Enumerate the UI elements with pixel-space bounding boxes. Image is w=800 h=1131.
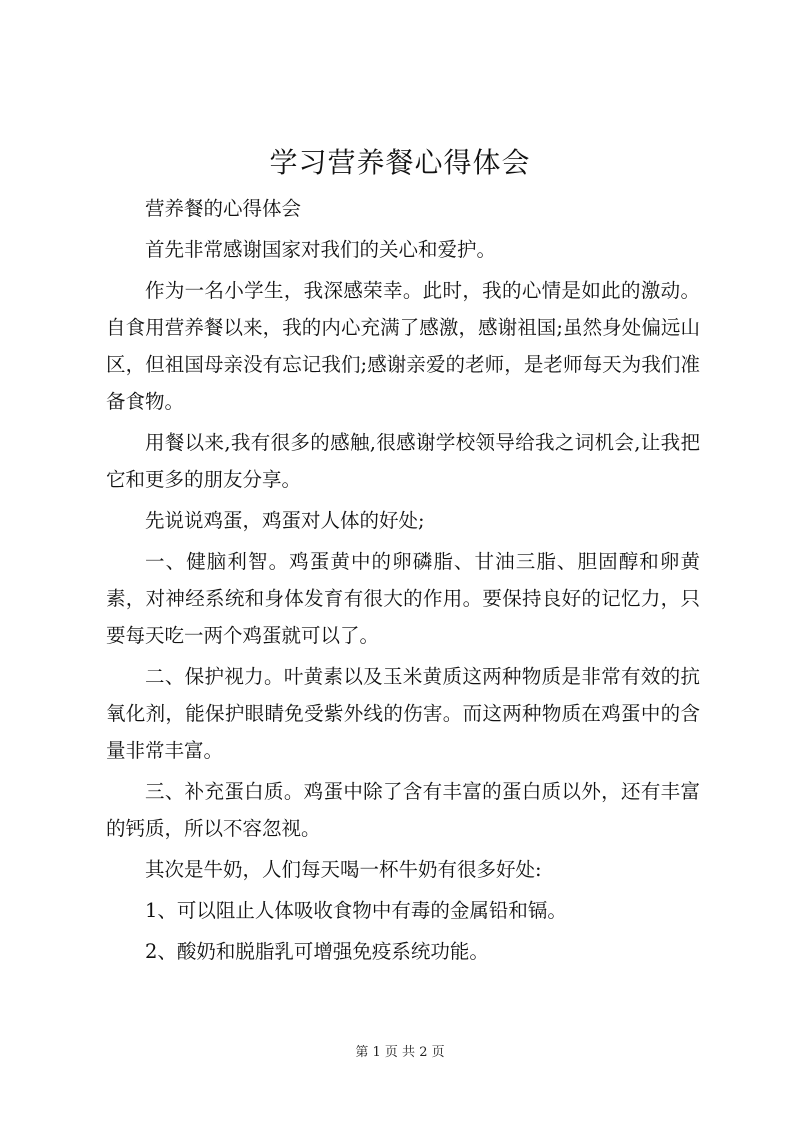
document-body [106,190,700,974]
paragraph: 营养餐的心得体会 [145,197,302,220]
paragraph: 作为一名小学生，我深感荣幸。此时，我的心情是如此的激动。自食用营养餐以来，我的内心充满了感激，感谢祖国;虽然身处偏远山区，但祖国母亲没有忘记我们;感谢亲爱的老师，是老师每天为我们准备食物。 [106,279,700,413]
paragraph: 用餐以来,我有很多的感触,很感谢学校领导给我之词机会,让我把它和更多的朋友分享。 [106,431,700,491]
paragraph: 其次是牛奶，人们每天喝一杯牛奶有很多好处: [145,858,542,881]
paragraph: 首先非常感谢国家对我们的关心和爱护。 [145,238,497,261]
page-footer: 第 1 页 共 2 页 [355,1045,445,1060]
paragraph: 二、保护视力。叶黄素以及玉米黄质这两种物质是非常有效的抗氧化剂，能保护眼睛免受紫外线的伤害。而这两种物质在鸡蛋中的含量非常丰富。 [106,665,700,762]
paragraph: 2、酸奶和脱脂乳可增强免疫系统功能。 [145,940,489,963]
paragraph: 先说说鸡蛋，鸡蛋对人体的好处; [145,509,425,532]
paragraph: 三、补充蛋白质。鸡蛋中除了含有丰富的蛋白质以外，还有丰富的钙质，所以不容忽视。 [106,780,700,840]
document-title: 学习营养餐心得体会 [269,146,531,179]
paragraph: 1、可以阻止人体吸收食物中有毒的金属铅和镉。 [145,899,567,922]
paragraph: 一、健脑利智。鸡蛋黄中的卵磷脂、甘油三脂、胆固醇和卵黄素，对神经系统和身体发育有很大的作用。要保持良好的记忆力，只要每天吃一两个鸡蛋就可以了。 [106,550,700,647]
